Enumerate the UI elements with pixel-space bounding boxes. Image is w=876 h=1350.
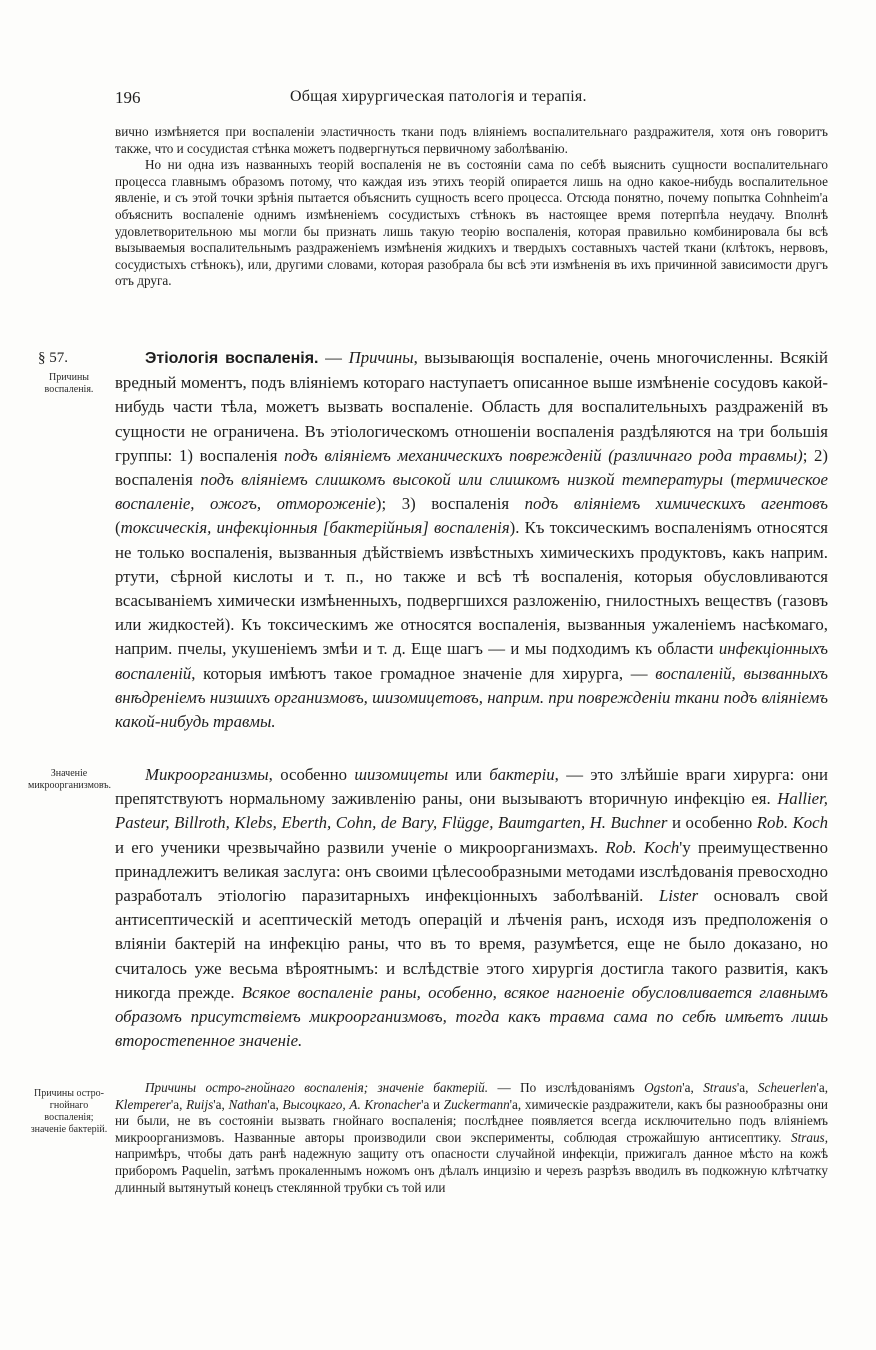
pus-span-d: 'a, xyxy=(682,1080,704,1095)
etiology-section xyxy=(115,346,828,734)
margin-note-microorganisms: Значеніе микроорганизмовъ. xyxy=(28,768,112,791)
micro-span-e: бактеріи xyxy=(489,765,555,784)
pus-span-m: Nathan xyxy=(228,1096,268,1112)
micro-span-h: и особенно xyxy=(667,813,757,833)
etiology-span-e: подъ вліяніемъ слишкомъ высокой или слишкомъ низкой температуры xyxy=(200,470,724,490)
heading-dash: — xyxy=(318,348,349,367)
etiology-span-a: Причины xyxy=(348,348,414,367)
intro-block xyxy=(115,124,828,290)
running-title: Общая хирургическая патологія и терапія. xyxy=(290,88,587,105)
etiology-span-g: термическое воспаленіе, ожогъ, отмороженіе xyxy=(115,470,828,514)
etiology-span-k: токсическія, инфекціонныя [бактерійныя] воспаленія xyxy=(120,518,510,538)
pus-span-n: 'a, xyxy=(267,1096,283,1112)
etiology-span-l: ). Къ токсическимъ воспаленіямъ относятся не только воспаленія, вызванныя дѣйствіемъ извѣстныхъ химическихъ продуктовъ, какъ наприм. ртути, сѣрной кислоты и т. п., но также и всѣ тѣ воспаленія, которыя обусловливаются всасываніемъ химически измѣненныхъ, подвергшихся разложенію, гнилостныхъ веществъ (газовъ или жидкостей). Къ токсическимъ же относятся воспаленія, вызванныя ужаленіемъ насѣкомаго, наприм. пчелы, укушеніемъ змѣи и т. д. Еще шагъ — и мы подходимъ къ области xyxy=(115,518,829,659)
etiology-span-i: подъ вліяніемъ химическихъ агентовъ xyxy=(524,494,828,514)
pus-span-a: Причины остро-гнойнаго воспаленія; значеніе бактерій. xyxy=(145,1080,489,1095)
section-number: § 57. xyxy=(38,350,68,366)
pus-span-b: — По изслѣдованіямъ xyxy=(488,1080,645,1095)
micro-span-c: шизомицеты xyxy=(354,765,449,784)
etiology-span-m: инфекціонныхъ воспаленій xyxy=(115,639,828,683)
pus-span-r: 'a, химическіе раздражители, какъ бы разнообразны они ни были, не въ состояніи вызвать гнойнаго воспаленія; послѣднее появляется всегда исключительно подъ вліяніемъ микроорганизмовъ. Названные авторы производили свои эксперименты, соблюдая строжайшую антисептику. xyxy=(115,1096,828,1145)
etiology-span-f: ( xyxy=(723,470,737,490)
etiology-span-o: воспаленій, вызванныхъ внѣдреніемъ низшихъ организмовъ, шизомицетовъ, наприм. при поврежденіи ткани подъ вліяніемъ какой-нибудь травмы. xyxy=(115,663,828,732)
pus-span-c: Ogston xyxy=(644,1080,683,1095)
micro-span-k: Rob. Koch xyxy=(605,837,680,857)
micro-span-a: Микроорганизмы xyxy=(145,765,269,784)
pus-span-f: 'a, xyxy=(736,1080,758,1095)
pus-span-i: Klemperer xyxy=(115,1096,171,1112)
etiology-span-c: подъ вліяніемъ механическихъ повреждeній (различнаго рода травмы) xyxy=(284,445,803,465)
intro-paragraph-1: вично измѣняется при воспаленіи эластичность ткани подъ вліяніемъ воспалительнаго раздражителя, хотя онъ говоритъ также, что и сосудистая стѣнка можетъ подвергнуться первичному заболѣванію. xyxy=(115,124,828,156)
etiology-span-j: ( xyxy=(115,518,121,538)
pus-span-t: , напримѣръ, чтобы дать ранѣ надежную защиту отъ опасности случайной инфекціи, прижигалъ данное мѣсто на кожѣ приборомъ Paquelin, затѣмъ прокаленнымъ ножомъ онъ дѣлалъ инцизію и черезъ разрѣзъ вводилъ въ подкожную клѣтчатку длинный вытянутый конецъ стеклянной трубки съ той или xyxy=(115,1129,828,1195)
pus-section xyxy=(115,1080,828,1196)
pus-span-p: 'a и xyxy=(421,1096,444,1112)
section-heading: Этіологія воспаленія. xyxy=(145,350,319,367)
micro-span-d: или xyxy=(448,765,490,784)
etiology-span-b: , вызывающія воспаленіе, очень многочисленны. Всякій вредный моментъ, подъ вліяніемъ котораго наступаетъ описанное выше измѣненіе сосудовъ какой-нибудь части тѣла, можетъ вызвать воспаленіе. Область для воспалительныхъ раздраженій въ сущности не ограничена. Въ этіологическомъ отношеніи воспаленія раздѣляются на три большія группы: 1) воспаленія xyxy=(115,348,829,465)
etiology-span-h: ); 3) воспаленія xyxy=(375,494,525,514)
micro-span-i: Rob. Koch xyxy=(756,813,828,833)
pus-span-q: Zuckermann xyxy=(443,1096,510,1112)
pus-span-g: Scheuerlen xyxy=(757,1080,817,1095)
micro-span-f: , — это злѣйшіе враги хирурга: они препятствуютъ нормальному заживленію раны, они вызываютъ вторичную инфекцію ея. xyxy=(115,765,828,809)
page-number: 196 xyxy=(115,88,141,107)
etiology-paragraph xyxy=(115,346,828,734)
pus-span-e: Straus xyxy=(703,1080,737,1095)
pus-paragraph xyxy=(115,1080,828,1196)
page-header xyxy=(115,88,815,112)
pus-span-j: 'a, xyxy=(170,1096,187,1112)
intro-paragraph-2 xyxy=(115,157,828,290)
micro-span-j: и его ученики чрезвычайно развили ученіе о микроорганизмахъ. xyxy=(115,837,606,857)
margin-note-causes: Причины воспаленія. xyxy=(44,372,94,395)
micro-span-n: основалъ свой антисептическій и асептическій методъ операцій и лѣченія ранъ, исходя изъ предположенія о вліяніи бактерій на инфекцію раны, что въ то время, разумѣется, еще не было доказано, но считалось уже весьма вѣроятнымъ: и вслѣдствіе этого хирургія достигла такого развитія, какъ никогда прежде. xyxy=(115,886,828,1002)
pus-span-l: 'a, xyxy=(213,1096,229,1112)
pus-span-s: Straus xyxy=(790,1129,825,1145)
pus-span-o: Высоцкаго, A. Kronacher xyxy=(282,1096,422,1112)
pus-span-k: Ruijs xyxy=(186,1096,214,1112)
micro-span-o: Всякое воспаленіе раны, особенно, всякое нагноеніе обусловливается главнымъ образомъ присутствіемъ микроорганизмовъ, тогда какъ травма сама по себѣ имѣетъ лишь второстепенное значеніе. xyxy=(115,982,828,1051)
etiology-span-n: , которыя имѣютъ такое громадное значеніе для хирурга, — xyxy=(191,663,656,683)
microorganisms-section xyxy=(115,763,828,1053)
microorganisms-paragraph xyxy=(115,763,828,1053)
intro-paragraph-2-text: Но ни одна изъ названныхъ теорій воспаленія не въ состояніи сама по себѣ выяснить сущности воспалительнаго процесса главнымъ образомъ потому, что каждая изъ этихъ теорій опирается лишь на одно какое-нибудь воспалительное явленіе, и съ этой точки зрѣнія пытается объяснить сущность всего процесса. Отсюда понятно, почему попытка Cohnheim'a объяснить воспаленіе однимъ измѣненіемъ сосудистыхъ стѣнокъ въ настоящее время потерпѣла неудачу. Вполнѣ удовлетворительною мы могли бы признать лишь такую теорію воспаленія, которая правильно комбинировала бы всѣ вызываемыя воспалительнымъ раздраженіемъ измѣненія жидкихъ и твердыхъ составныхъ частей ткани (клѣтокъ, нервовъ, сосудистыхъ стѣнокъ), или, другими словами, которая разобрала бы всѣ эти измѣненія въ ихъ причинной зависимости другъ отъ друга. xyxy=(115,157,828,289)
micro-span-b: , особенно xyxy=(268,765,355,784)
micro-span-m: Lister xyxy=(658,886,699,906)
margin-note-pus: Причины остро-гнойнаго воспаленія; значеніе бактерій. xyxy=(30,1088,108,1135)
pus-span-h: 'a, xyxy=(816,1080,828,1095)
micro-span-l: 'у преимущественно принадлежитъ великая заслуга: онъ своими цѣлесообразными методами изслѣдованія превосходно разработалъ этіологію паразитарныхъ инфекціонныхъ заболѣваній. xyxy=(115,837,828,906)
micro-span-g: Hallier, Pasteur, Billroth, Klebs, Eberth, Cohn, de Bary, Flügge, Baumgarten, H. Buchner xyxy=(115,789,828,833)
etiology-span-d: ; 2) воспаленія xyxy=(115,445,828,490)
